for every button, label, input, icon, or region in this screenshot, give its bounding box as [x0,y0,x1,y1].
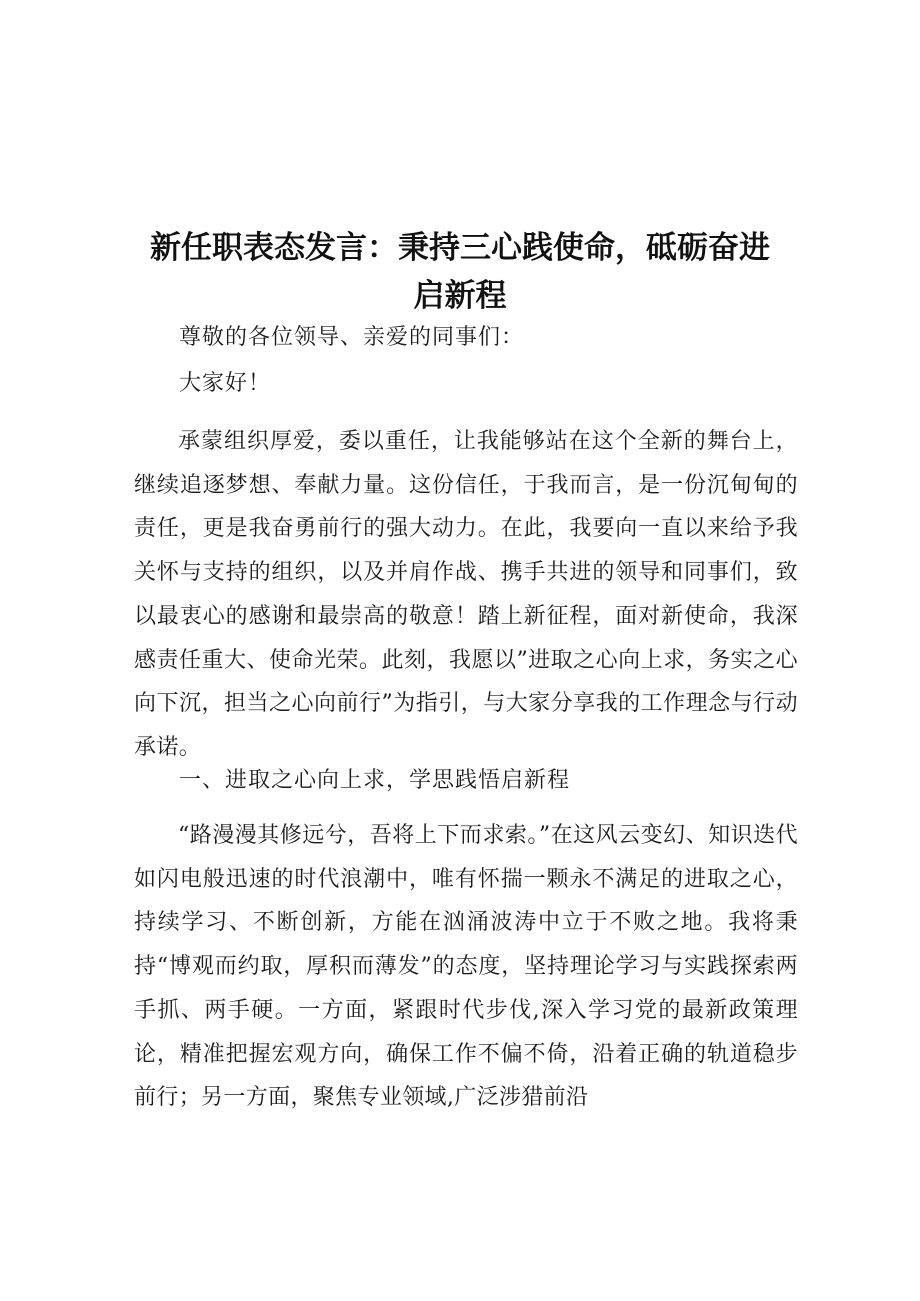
paragraph-intro: 承蒙组织厚爱，委以重任，让我能够站在这个全新的舞台上，继续追逐梦想、奉献力量。这份信任，于我而言，是一份沉甸甸的责任，更是我奋勇前行的强大动力。在此，我要向一直以来给予我关怀与支持的组织，以及并肩作战、携手共进的领导和同事们，致以最衷心的感谢和最崇高的敬意！踏上新征程，面对新使命，我深感责任重大、使命光荣。此刻，我愿以”进取之心向上求，务实之心向下沉，担当之心向前行”为指引，与大家分享我的工作理念与行动承诺。 [134,429,798,760]
title-line-1: 新任职表态发言：秉持三心践使命，砥砺奋进 [150,230,770,266]
document-title [120,224,800,320]
greeting: 大家好！ [179,371,272,396]
title-line-2: 启新程 [413,278,507,314]
section-heading-1: 一、进取之心向上求，学思践悟启新程 [179,768,571,793]
salutation: 尊敬的各位领导、亲爱的同事们： [179,325,525,350]
paragraph-section-1: “路漫漫其修远兮，吾将上下而求索。”在这风云变幻、知识迭代如闪电般迅速的时代浪潮中，唯有怀揣一颗永不满足的进取之心，持续学习、不断创新，方能在汹涌波涛中立于不败之地。我将秉持“博观而约取，厚积而薄发”的态度，坚持理论学习与实践探索两手抓、两手硬。一方面，紧跟时代步伐,深入学习党的最新政策理论，精准把握宏观方向，确保工作不偏不倚，沿着正确的轨道稳步前行；另一方面，聚焦专业领域,广泛涉猎前沿 [134,823,798,1111]
